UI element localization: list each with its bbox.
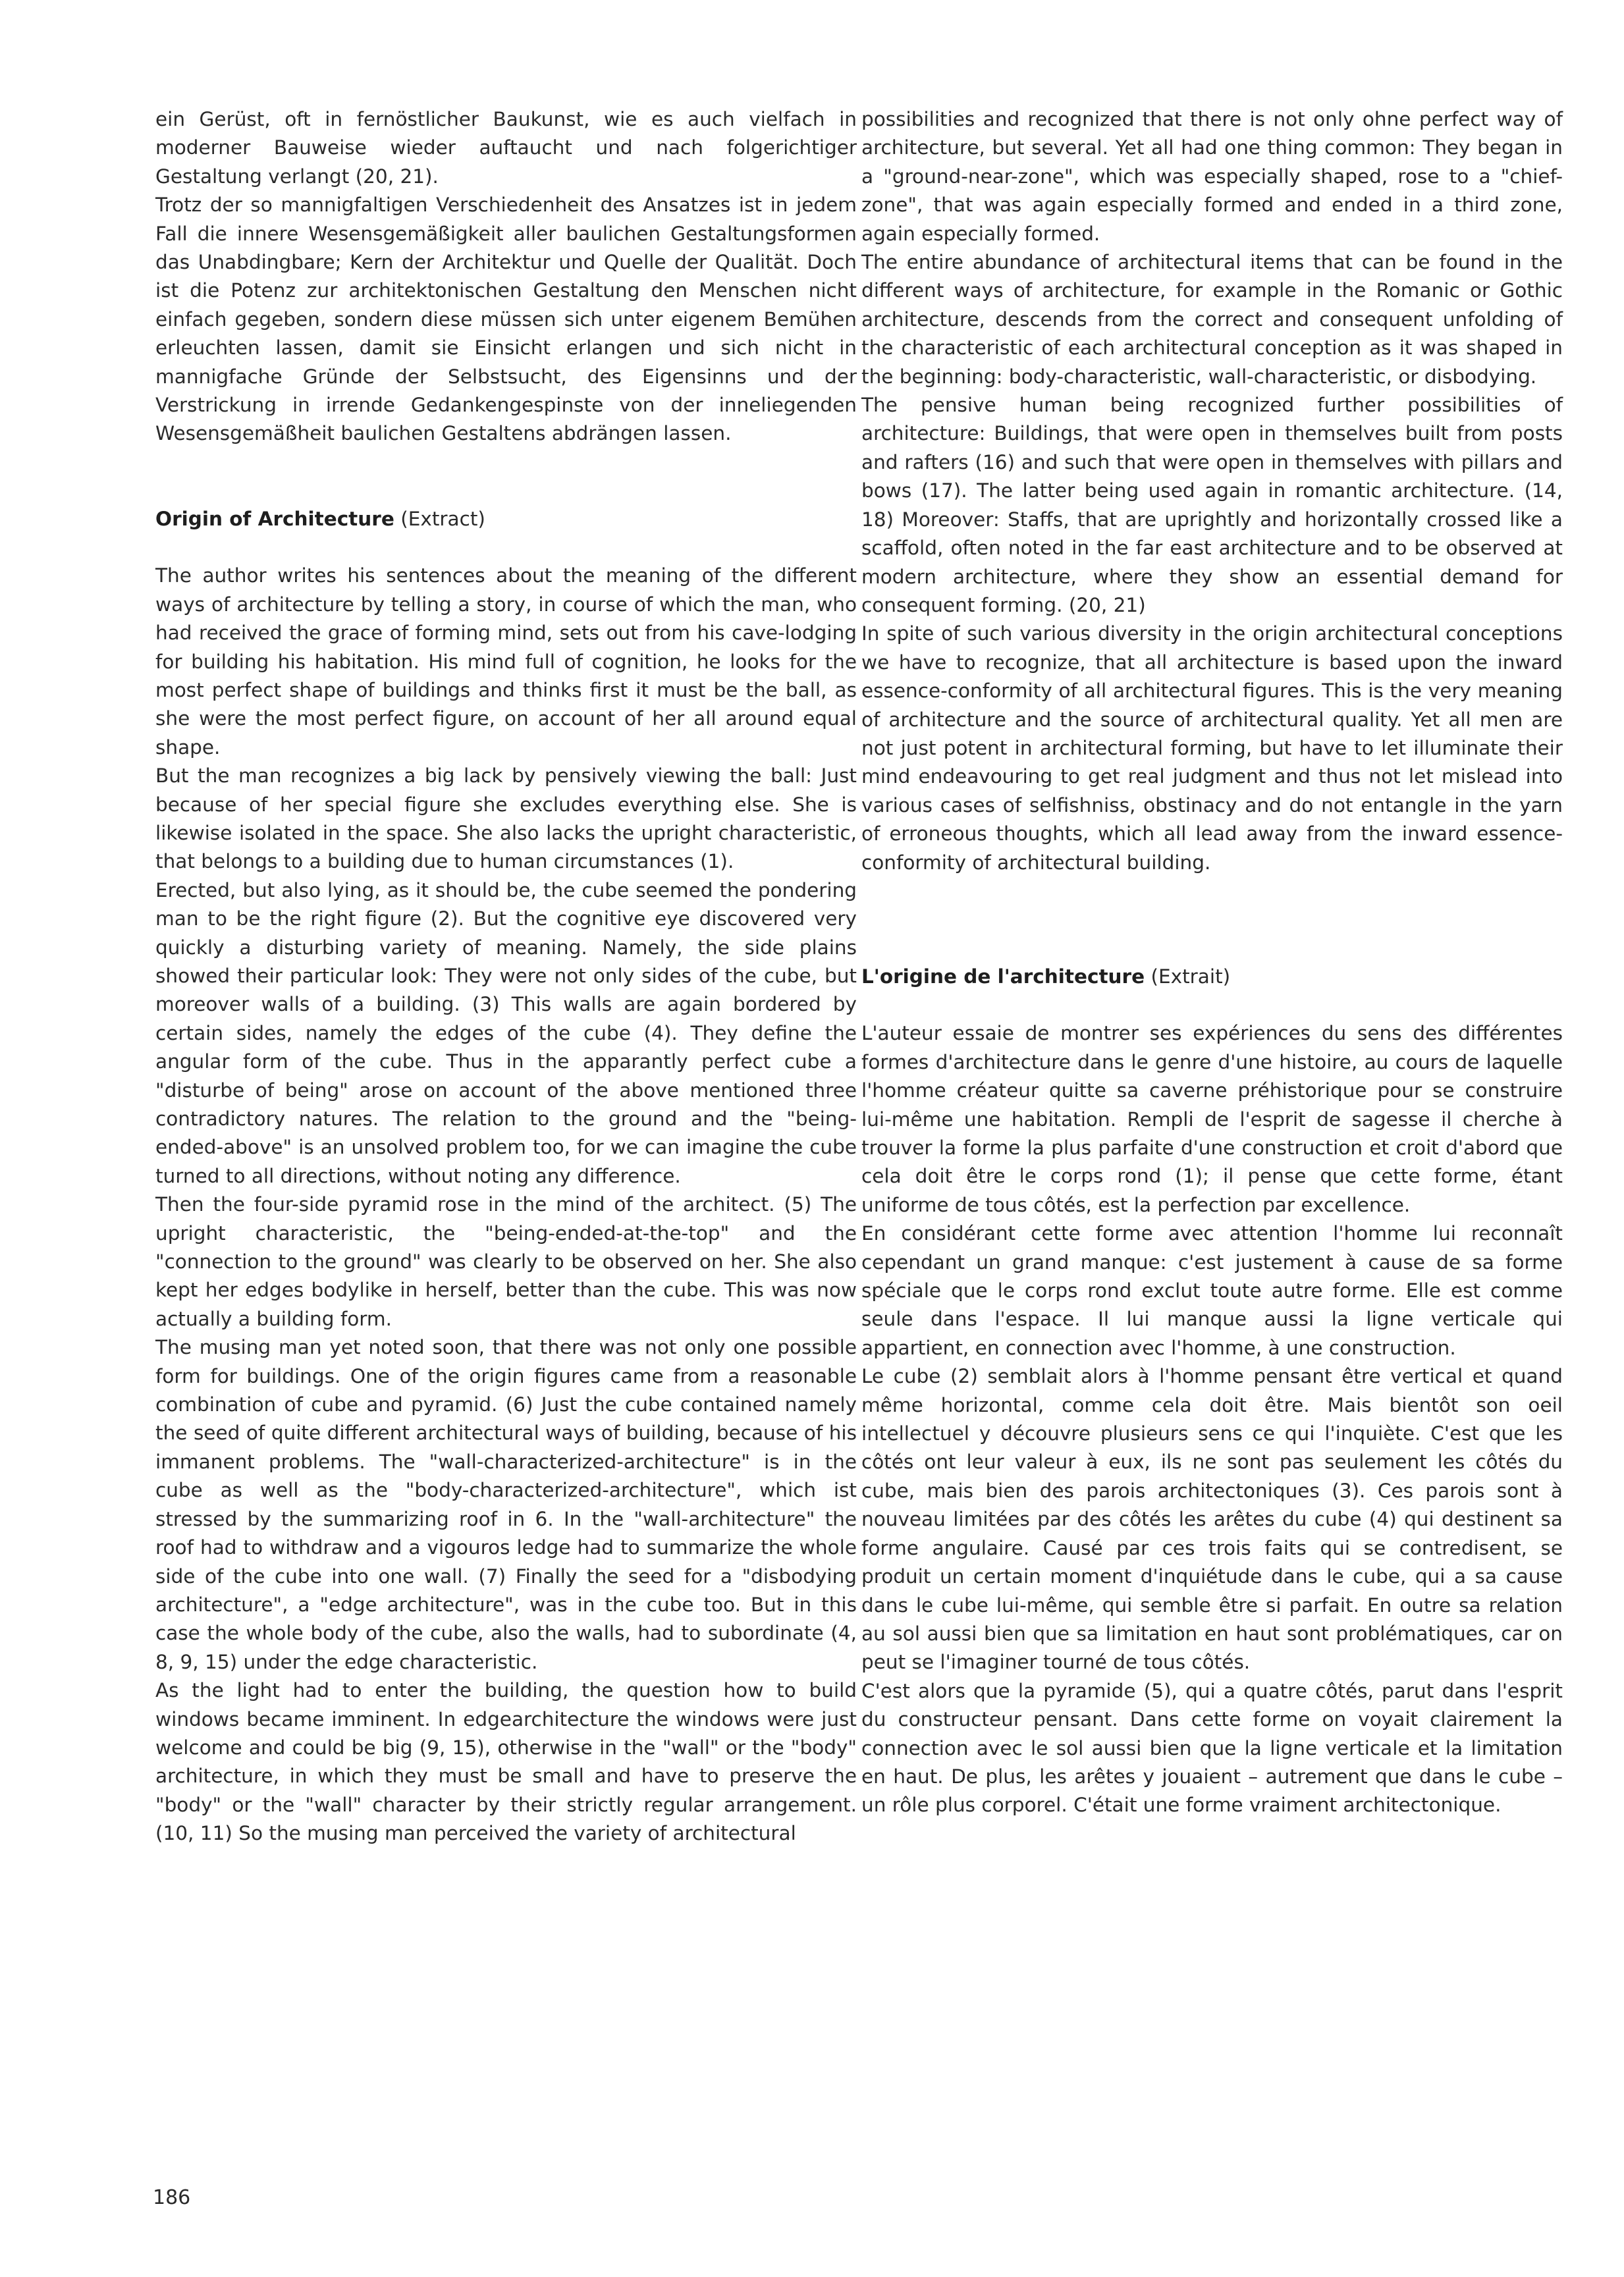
english-paragraph: But the man recognizes a big lack by pensively viewing the ball: Just because of her special figure she excludes everything else. She is likewise isolated in the space. She also lacks the upright characteristic, that belongs to a building due to human circumstances (1). bbox=[155, 764, 857, 873]
english-paragraph: possibilities and recognized that there is not only ohne perfect way of architecture, but several. Yet all had one thing common: They began in a "ground-near-zone", which was especially shaped, rose to a "chief-zone", that was again especially formed and ended in a third zone, again especially formed. bbox=[861, 108, 1563, 245]
page-number: 186 bbox=[153, 2186, 191, 2209]
english-paragraph: The musing man yet noted soon, that there was not only one possible form for buildings. One of the origin figures came from a reasonable combination of cube and pyramid. (6) Just the cube contained namely the seed of quite different architectural ways of building, because of his immanent problems. The "wall-characterized-architecture" is in the cube as well as the "body-characterized-architecture", which ist stressed by the summarizing roof in 6. In the "wall-architecture" the roof had to withdraw and a vigouros ledge had to summarize the whole side of the cube into one wall. (7) Finally the seed for a "disbodying architecture", a "edge architecture", was in the cube too. But in this case the whole body of the cube, also the walls, had to subordinate (4, 8, 9, 15) under the edge characteristic. bbox=[155, 1336, 857, 1673]
right-column bbox=[861, 105, 1563, 1820]
english-paragraph: The pensive human being recognized further possibilities of architecture: Buildings, that were open in themselves built from posts and rafters (16) and such that were open in themselves with pillars and bows (17). The latter being used again in romantic architecture. (14, 18) Moreover: Staffs, that are uprightly and horizontally crossed like a scaffold, often noted in the far east architecture and to be observed at modern architecture, where they show an essential demand for consequent forming. (20, 21) bbox=[861, 394, 1563, 616]
english-heading-title: Origin of Architecture bbox=[155, 507, 394, 530]
french-paragraph: C'est alors que la pyramide (5), qui a quatre côtés, parut dans l'esprit du constructeur pensant. Dans cette forme on voyait clairement la connection avec le sol aussi bien que la ligne verticale et la limitation en haut. De plus, les arêtes y jouaient – autrement que dans le cube – un rôle plus corporel. C'était une forme vraiment architectonique. bbox=[861, 1679, 1563, 1817]
french-paragraph: Le cube (2) semblait alors à l'homme pensant être vertical et quand même horizontal, comme cela doit être. Mais bientôt son oeil intellectuel y découvre plusieurs sens ce qui l'inquiète. C'est que les côtés ont leur valeur à eux, ils ne sont pas seulement les côtés du cube, mais bien des parois architectoniques (3). Ces parois sont à nouveau limitées par des côtés les arêtes du cube (4) qui destinent sa forme angulaire. Causé par ces trois faits qui se contredisent, se produit un certain moment d'inquiétude dans le cube, qui a sa cause dans le cube lui-même, qui semble être si parfait. En outre sa relation au sol aussi bien que sa limitation en haut sont problématiques, car on peut se l'imaginer tourné de tous côtés. bbox=[861, 1365, 1563, 1674]
english-paragraph: Then the four-side pyramid rose in the mind of the architect. (5) The upright characteristic, the "being-ended-at-the-top" and the "connection to the ground" was clearly to be observed on her. She also kept her edges bodylike in herself, better than the cube. This was now actually a building form. bbox=[155, 1193, 857, 1330]
english-paragraph: In spite of such various diversity in the origin architectural conceptions we have to recognize, that all architecture is based upon the inward essence-conformity of all architectural figures. This is the very meaning of architecture and the source of architectural quality. Yet all men are not just potent in architectural forming, but have to let illuminate their mind endeavouring to get real judgment and thus not let mislead into various cases of selfishniss, obstinacy and do not entangle in the yarn of erroneous thoughts, which all lead away from the inward essence-conformity of architectural building. bbox=[861, 622, 1563, 874]
english-paragraph: As the light had to enter the building, the question how to build windows became imminent. In edgearchitecture the windows were just welcome and could be big (9, 15), otherwise in the "wall" or the "body" architecture, in which they must be small and have to preserve the "body" or the "wall" character by their strictly regular arrangement. (10, 11) So the musing man perceived the variety of architectural bbox=[155, 1679, 857, 1845]
german-paragraph: ein Gerüst, oft in fernöstlicher Baukunst, wie es auch vielfach in moderner Bauweise wieder auftaucht und nach folgerichtiger Gestaltung verlangt (20, 21). bbox=[155, 108, 857, 188]
french-paragraph: En considérant cette forme avec attention l'homme lui reconnaît cependant un grand manque: c'est justement à cause de sa forme spéciale que le corps rond exclut toute autre forme. Elle est comme seule dans l'espace. Il lui manque aussi la ligne verticale qui appartient, en connection avec l'homme, à une construction. bbox=[861, 1222, 1563, 1359]
english-paragraph: The entire abundance of architectural items that can be found in the different ways of architecture, for example in the Romanic or Gothic architecture, descends from the correct and consequent unfolding of the characteristic of each architectural conception as it was shaped in the beginning: body-characteristic, wall-characteristic, or disbodying. bbox=[861, 251, 1563, 388]
french-heading-title: L'origine de l'architecture bbox=[861, 965, 1145, 988]
english-section-heading bbox=[155, 505, 857, 533]
french-section-heading bbox=[861, 963, 1563, 991]
french-heading-suffix: (Extrait) bbox=[1145, 965, 1231, 988]
french-paragraph: L'auteur essaie de montrer ses expériences du sens des différentes formes d'architecture dans le genre d'une histoire, au cours de laquelle l'homme créateur quitte sa caverne préhistorique pour se construire lui-même une habitation. Rempli de l'esprit de sagesse il cherche à trouver la forme la plus parfaite d'une construction et croit d'abord que cela doit être le corps rond (1); il pense que cette forme, étant uniforme de tous côtés, est la perfection par excellence. bbox=[861, 1022, 1563, 1216]
english-paragraph: The author writes his sentences about the meaning of the different ways of architecture by telling a story, in course of which the man, who had received the grace of forming mind, sets out from his cave-lodging for building his habitation. His mind full of cognition, he looks for the most perfect shape of buildings and thinks first it must be the ball, as she were the most perfect figure, on account of her all around equal shape. bbox=[155, 564, 857, 759]
left-column bbox=[155, 105, 857, 1848]
english-paragraph: Erected, but also lying, as it should be, the cube seemed the pondering man to be the right figure (2). But the cognitive eye discovered very quickly a disturbing variety of meaning. Namely, the side plains showed their particular look: They were not only sides of the cube, but moreover walls of a building. (3) This walls are again bordered by certain sides, namely the edges of the cube (4). They define the angular form of the cube. Thus in the apparantly perfect cube a "disturbe of being" arose on account of the above mentioned three contradictory natures. The relation to the ground and the "being-ended-above" is an unsolved problem too, for we can imagine the cube turned to all directions, without noting any difference. bbox=[155, 878, 857, 1187]
english-heading-suffix: (Extract) bbox=[394, 507, 485, 530]
german-paragraph: Trotz der so mannigfaltigen Verschiedenheit des Ansatzes ist in jedem Fall die innere Wesensgemäßigkeit aller baulichen Gestaltungsformen das Unabdingbare; Kern der Architektur und Quelle der Qualität. Doch ist die Potenz zur architektonischen Gestaltung den Menschen nicht einfach gegeben, sondern diese müssen sich unter eigenem Bemühen erleuchten lassen, damit sie Einsicht erlangen und sich nicht in mannigfache Gründe der Selbstsucht, des Eigensinns und der Verstrickung in irrende Gedankengespinste von der inneliegenden Wesensgemäßheit baulichen Gestaltens abdrängen lassen. bbox=[155, 194, 857, 445]
